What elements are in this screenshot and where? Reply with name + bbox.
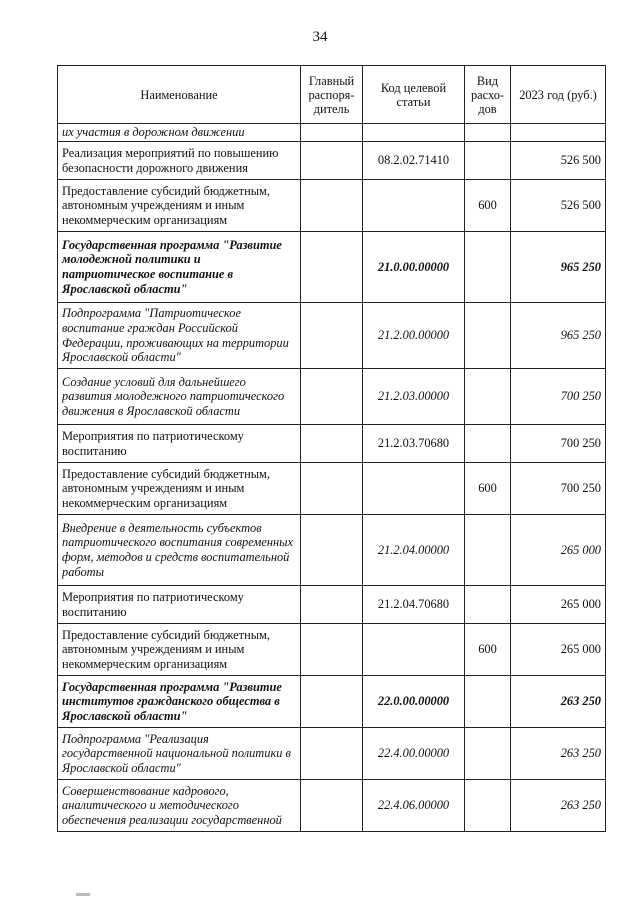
cell-amount: 965 250 (511, 232, 606, 303)
cell-name: Государственная программа "Развитие молодежной политики и патриотическое воспитание в Ярославской области" (58, 232, 301, 303)
table-row (58, 624, 606, 676)
cell-code (363, 124, 465, 142)
cell-amount: 526 500 (511, 180, 606, 232)
cell-type (465, 142, 511, 180)
header-amount: 2023 год (руб.) (511, 66, 606, 124)
header-name: Наименование (58, 66, 301, 124)
cell-grbs (301, 728, 363, 780)
table-row (58, 586, 606, 624)
cell-name: Создание условий для дальнейшего развития молодежного патриотического движения в Ярославской области (58, 369, 301, 425)
cell-name: Внедрение в деятельность субъектов патриотического воспитания современных форм, методов и средств воспитательной работы (58, 515, 301, 586)
table-row (58, 463, 606, 515)
cell-type (465, 425, 511, 463)
cell-amount (511, 124, 606, 142)
cell-type (465, 586, 511, 624)
cell-grbs (301, 463, 363, 515)
cell-type (465, 728, 511, 780)
table-row (58, 142, 606, 180)
cell-type: 600 (465, 180, 511, 232)
cell-amount: 700 250 (511, 463, 606, 515)
cell-amount: 265 000 (511, 515, 606, 586)
table-row (58, 232, 606, 303)
cell-name: Предоставление субсидий бюджетным, автономным учреждениям и иным некоммерческим организациям (58, 180, 301, 232)
cell-grbs (301, 232, 363, 303)
cell-code: 21.2.00.00000 (363, 303, 465, 369)
cell-amount: 263 250 (511, 728, 606, 780)
cell-amount: 263 250 (511, 780, 606, 832)
cell-amount: 965 250 (511, 303, 606, 369)
header-code: Код целевой статьи (363, 66, 465, 124)
header-grbs: Главный распоря-дитель (301, 66, 363, 124)
cell-grbs (301, 124, 363, 142)
cell-code: 21.0.00.00000 (363, 232, 465, 303)
table-row (58, 303, 606, 369)
cell-type: 600 (465, 463, 511, 515)
table-row (58, 180, 606, 232)
cell-grbs (301, 780, 363, 832)
cell-grbs (301, 676, 363, 728)
cell-amount: 700 250 (511, 425, 606, 463)
cell-code: 22.4.06.00000 (363, 780, 465, 832)
cell-name: Мероприятия по патриотическому воспитанию (58, 586, 301, 624)
table-row (58, 124, 606, 142)
table-body (58, 124, 606, 832)
cell-code: 21.2.04.00000 (363, 515, 465, 586)
table-row (58, 780, 606, 832)
table-row (58, 728, 606, 780)
table-row (58, 676, 606, 728)
cell-amount: 526 500 (511, 142, 606, 180)
cell-name: Предоставление субсидий бюджетным, автономным учреждениям и иным некоммерческим организациям (58, 463, 301, 515)
cell-code (363, 463, 465, 515)
cell-amount: 263 250 (511, 676, 606, 728)
header-type: Вид расхо-дов (465, 66, 511, 124)
cell-name: Подпрограмма "Реализация государственной национальной политики в Ярославской области" (58, 728, 301, 780)
cell-name: Совершенствование кадрового, аналитического и методического обеспечения реализации государственной (58, 780, 301, 832)
cell-amount: 265 000 (511, 624, 606, 676)
cell-grbs (301, 515, 363, 586)
budget-table (57, 65, 606, 832)
cell-name: Предоставление субсидий бюджетным, автономным учреждениям и иным некоммерческим организациям (58, 624, 301, 676)
cell-grbs (301, 303, 363, 369)
cell-code: 21.2.04.70680 (363, 586, 465, 624)
cell-type: 600 (465, 624, 511, 676)
table-row (58, 369, 606, 425)
cell-code: 22.4.00.00000 (363, 728, 465, 780)
cell-code: 21.2.03.70680 (363, 425, 465, 463)
cell-code: 22.0.00.00000 (363, 676, 465, 728)
cell-grbs (301, 180, 363, 232)
cell-code: 21.2.03.00000 (363, 369, 465, 425)
cell-type (465, 124, 511, 142)
footer-mark (76, 893, 90, 896)
cell-grbs (301, 369, 363, 425)
cell-grbs (301, 142, 363, 180)
table-row (58, 425, 606, 463)
cell-grbs (301, 425, 363, 463)
cell-grbs (301, 586, 363, 624)
cell-grbs (301, 624, 363, 676)
cell-type (465, 369, 511, 425)
cell-type (465, 676, 511, 728)
cell-amount: 265 000 (511, 586, 606, 624)
cell-type (465, 232, 511, 303)
cell-code (363, 624, 465, 676)
cell-code (363, 180, 465, 232)
cell-name: Государственная программа "Развитие институтов гражданского общества в Ярославской области" (58, 676, 301, 728)
cell-name: Подпрограмма "Патриотическое воспитание граждан Российской Федерации, проживающих на территории Ярославской области" (58, 303, 301, 369)
cell-name: Реализация мероприятий по повышению безопасности дорожного движения (58, 142, 301, 180)
cell-amount: 700 250 (511, 369, 606, 425)
cell-name: Мероприятия по патриотическому воспитанию (58, 425, 301, 463)
cell-type (465, 515, 511, 586)
cell-type (465, 780, 511, 832)
cell-type (465, 303, 511, 369)
table-row (58, 515, 606, 586)
cell-code: 08.2.02.71410 (363, 142, 465, 180)
table-header-row (58, 66, 606, 124)
cell-name: их участия в дорожном движении (58, 124, 301, 142)
page-number: 34 (312, 29, 328, 45)
